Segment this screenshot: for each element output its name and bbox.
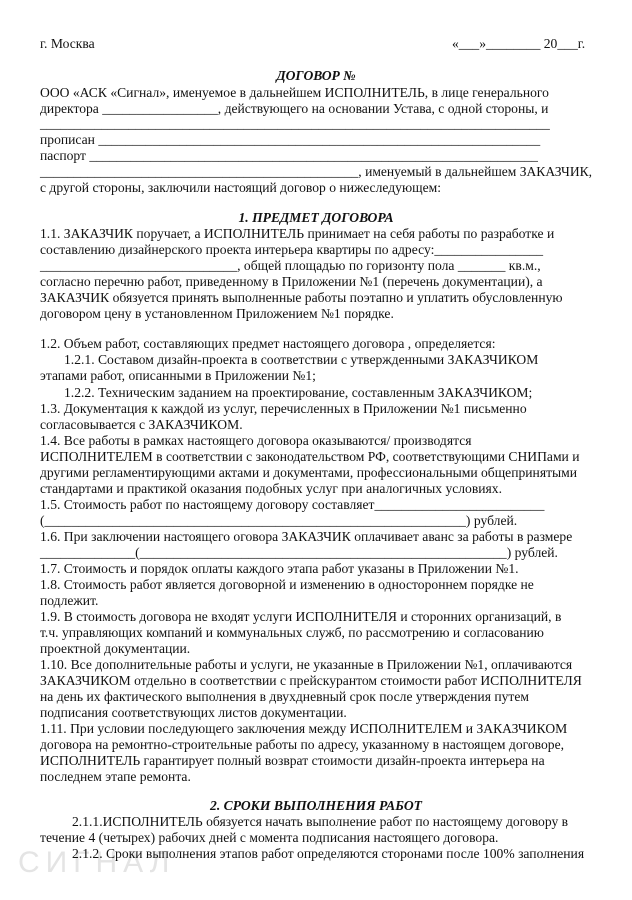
- clause-line: подписания соответствующих листов документации.: [40, 705, 347, 720]
- city: г. Москва: [40, 36, 95, 51]
- clause-line: другими регламентирующими актами и документами, профессиональными общепринятыми: [40, 465, 578, 480]
- preamble-line: директора _________________, действующего на основании Устава, с одной стороны, и: [40, 101, 549, 116]
- clause-line: ЗАКАЗЧИКОМ отдельно в соответствии с прейскурантом стоимости работ ИСПОЛНИТЕЛЯ: [40, 673, 582, 688]
- preamble-line: ___________________________________________________________________________: [40, 116, 550, 131]
- clause-line: 1.7. Стоимость и порядок оплаты каждого этапа работ указаны в Приложении №1.: [40, 561, 519, 576]
- clause-line: проектной документации.: [40, 641, 191, 656]
- clause-line: 2.1.2. Сроки выполнения этапов работ определяются сторонами после 100% заполнения: [72, 846, 585, 861]
- clause-line: 1.4. Все работы в рамках настоящего договора оказываются/ производятся: [40, 433, 472, 448]
- clause-line: 1.1. ЗАКАЗЧИК поручает, а ИСПОЛНИТЕЛЬ принимает на себя работы по разработке и: [40, 226, 555, 241]
- clause-line: согласовывается с ЗАКАЗЧИКОМ.: [40, 417, 243, 432]
- clause-line: ______________(______________________________________________________) рублей.: [40, 545, 558, 560]
- preamble-line: с другой стороны, заключили настоящий договор о нижеследующем:: [40, 180, 441, 195]
- clause-line: 1.2. Объем работ, составляющих предмет настоящего договора , определяется:: [40, 336, 496, 351]
- section-2-heading: 2. СРОКИ ВЫПОЛНЕНИЯ РАБОТ: [210, 798, 422, 813]
- clause-line: договором цену в установленном Приложением №1 порядке.: [40, 306, 394, 321]
- clause-line: 1.5. Стоимость работ по настоящему договору составляет_________________________: [40, 497, 545, 512]
- clause-line: договора на ремонтно-строительные работы по адресу, указанному в настоящем договоре,: [40, 737, 564, 752]
- preamble-line: _______________________________________________, именуемый в дальнейшем ЗАКАЗЧИК,: [40, 164, 593, 179]
- clause-line: 1.11. При условии последующего заключения между ИСПОЛНИТЕЛЕМ и ЗАКАЗЧИКОМ: [40, 721, 568, 736]
- clause-line: т.ч. управляющих компаний и коммунальных служб, по рассмотрению и согласованию: [40, 625, 544, 640]
- preamble-line: прописан _________________________________________________________________: [40, 132, 541, 147]
- preamble-line: ООО «АСК «Сигнал», именуемое в дальнейшем ИСПОЛНИТЕЛЬ, в лице генерального: [40, 85, 549, 100]
- clause-line: 1.8. Стоимость работ является договорной и изменению в одностороннем порядке не: [40, 577, 534, 592]
- clause-line: 1.6. При заключении настоящего оговора ЗАКАЗЧИК оплачивает аванс за работы в размере: [40, 529, 573, 544]
- clause-line: последнем этапе ремонта.: [40, 769, 191, 784]
- clause-line: ЗАКАЗЧИК обязуется принять выполненные работы поэтапно и уплатить обусловленную: [40, 290, 563, 305]
- clause-line: этапами работ, описанными в Приложении №1;: [40, 368, 316, 383]
- section-1-heading: 1. ПРЕДМЕТ ДОГОВОРА: [238, 210, 394, 225]
- preamble-line: паспорт __________________________________________________________________: [40, 148, 538, 163]
- clause-line: 2.1.1.ИСПОЛНИТЕЛЬ обязуется начать выполнение работ по настоящему договору в: [72, 814, 569, 829]
- clause-line: на день их фактического выполнения в двухдневный срок после утверждения путем: [40, 689, 529, 704]
- watermark-logo: СИГНАЛ: [18, 846, 176, 879]
- clause-line: (______________________________________________________________) рублей.: [40, 513, 518, 528]
- contract-date: «___»________ 20___г.: [452, 36, 586, 51]
- clause-line: 1.10. Все дополнительные работы и услуги, не указанные в Приложении №1, оплачиваются: [40, 657, 573, 672]
- clause-line: составлению дизайнерского проекта интерьера квартиры по адресу:________________: [40, 242, 544, 257]
- clause-line: _____________________________, общей площадью по горизонту пола _______ кв.м.,: [40, 258, 541, 273]
- clause-line: согласно перечню работ, приведенному в Приложении №1 (перечень документации), а: [40, 274, 543, 289]
- clause-line: 1.2.1. Составом дизайн-проекта в соответствии с утвержденными ЗАКАЗЧИКОМ: [64, 352, 539, 367]
- clause-line: ИСПОЛНИТЕЛЕМ в соответствии с законодательством РФ, соответствующими СНИПами и: [40, 449, 580, 464]
- clause-line: ИСПОЛНИТЕЛЬ гарантирует полный возврат стоимости дизайн-проекта интерьера на: [40, 753, 545, 768]
- clause-line: течение 4 (четырех) рабочих дней с момента подписания настоящего договора.: [40, 830, 499, 845]
- document-title: ДОГОВОР №: [276, 68, 356, 83]
- clause-line: стандартами и практикой оказания подобных услуг при аналогичных условиях.: [40, 481, 502, 496]
- clause-line: 1.9. В стоимость договора не входят услуги ИСПОЛНИТЕЛЯ и сторонних организаций, в: [40, 609, 562, 624]
- clause-line: 1.2.2. Техническим заданием на проектирование, составленным ЗАКАЗЧИКОМ;: [64, 385, 533, 400]
- clause-line: 1.3. Документация к каждой из услуг, перечисленных в Приложении №1 письменно: [40, 401, 527, 416]
- clause-line: подлежит.: [40, 593, 99, 608]
